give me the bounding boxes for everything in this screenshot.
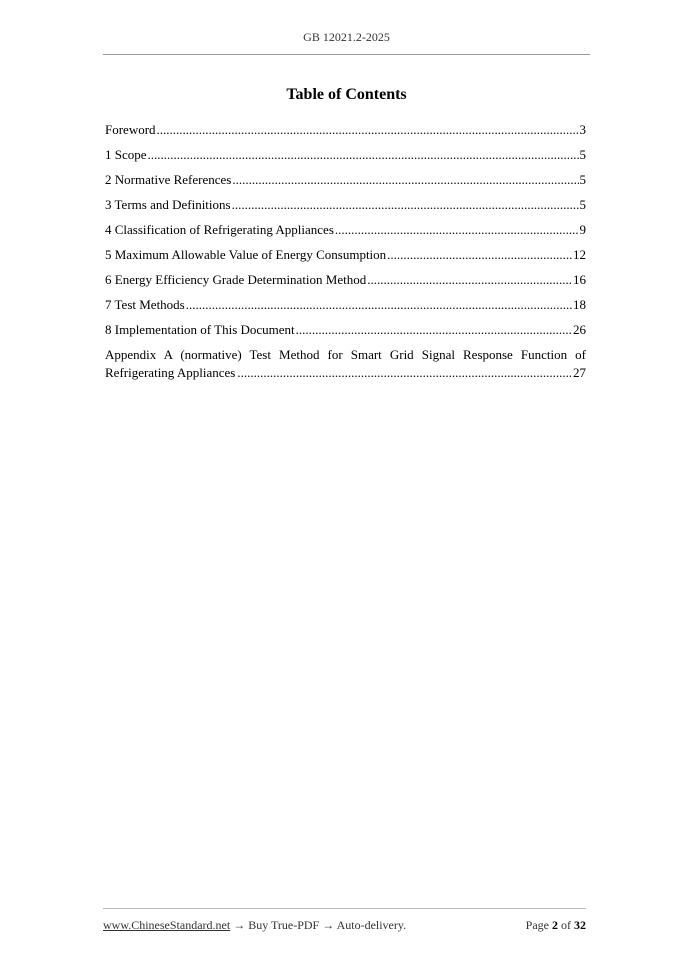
toc-entry-label: 6 Energy Efficiency Grade Determination Method — [105, 272, 367, 287]
toc-leader-dots — [157, 121, 579, 138]
toc-entry-page: 5 — [579, 197, 586, 212]
toc-entry-max-energy-consumption[interactable] — [105, 246, 586, 271]
toc-entry-label-line2-row — [105, 364, 586, 382]
toc-entry-test-methods[interactable] — [105, 296, 586, 321]
toc-leader-dots — [186, 296, 572, 313]
table-of-contents — [105, 121, 586, 382]
toc-entry-page: 18 — [573, 297, 586, 312]
toc-entry-terms-definitions[interactable] — [105, 196, 586, 221]
toc-entry-label: 3 Terms and Definitions — [105, 197, 231, 212]
toc-entry-foreword[interactable] — [105, 121, 586, 146]
toc-leader-dots — [335, 221, 579, 238]
toc-leader-dots — [367, 271, 572, 288]
toc-entry-page: 26 — [573, 322, 586, 337]
toc-entry-page: 27 — [573, 365, 586, 380]
toc-entry-page: 3 — [579, 122, 586, 137]
toc-entry-page: 9 — [579, 222, 586, 237]
header-divider — [103, 54, 590, 55]
toc-entry-page: 5 — [579, 172, 586, 187]
toc-leader-dots — [296, 321, 572, 338]
toc-title: Table of Contents — [286, 86, 407, 103]
page-current: 2 — [552, 918, 558, 932]
running-header: GB 12021.2-2025 — [303, 30, 390, 44]
toc-entry-label-line1: Appendix A (normative) Test Method for Smart Grid Signal Response Function of — [105, 347, 586, 362]
toc-entry-label: 1 Scope — [105, 147, 147, 162]
toc-entry-efficiency-grade[interactable] — [105, 271, 586, 296]
page-prefix: Page — [525, 918, 549, 932]
page-number — [526, 918, 586, 933]
footer-left — [103, 918, 406, 933]
toc-entry-label: 4 Classification of Refrigerating Appliances — [105, 222, 334, 237]
toc-entry-page: 5 — [579, 147, 586, 162]
toc-leader-dots — [232, 171, 578, 188]
toc-entry-label: 7 Test Methods — [105, 297, 185, 312]
footer-divider — [103, 908, 586, 909]
toc-entry-classification[interactable] — [105, 221, 586, 246]
footer-tagline: → Buy True-PDF → Auto-delivery. — [233, 918, 407, 932]
toc-leader-dots — [387, 246, 572, 263]
page-of: of — [561, 918, 571, 932]
toc-entry-label: Foreword — [105, 122, 156, 137]
toc-leader-dots — [232, 196, 579, 213]
toc-leader-dots — [148, 146, 579, 163]
toc-entry-label: 2 Normative References — [105, 172, 232, 187]
toc-leader-dots — [237, 364, 571, 382]
toc-entry-label: 8 Implementation of This Document — [105, 322, 295, 337]
page-total: 32 — [574, 918, 586, 932]
toc-entry-implementation[interactable] — [105, 321, 586, 346]
toc-entry-label: 5 Maximum Allowable Value of Energy Consumption — [105, 247, 387, 262]
toc-entry-page: 16 — [573, 272, 586, 287]
toc-entry-appendix-a[interactable] — [105, 346, 586, 382]
page-footer — [103, 918, 586, 933]
toc-entry-scope[interactable] — [105, 146, 586, 171]
toc-entry-page: 12 — [573, 247, 586, 262]
toc-entry-normative-references[interactable] — [105, 171, 586, 196]
toc-entry-label-line2: Refrigerating Appliances — [105, 365, 236, 380]
website-link[interactable]: www.ChineseStandard.net — [103, 918, 231, 932]
